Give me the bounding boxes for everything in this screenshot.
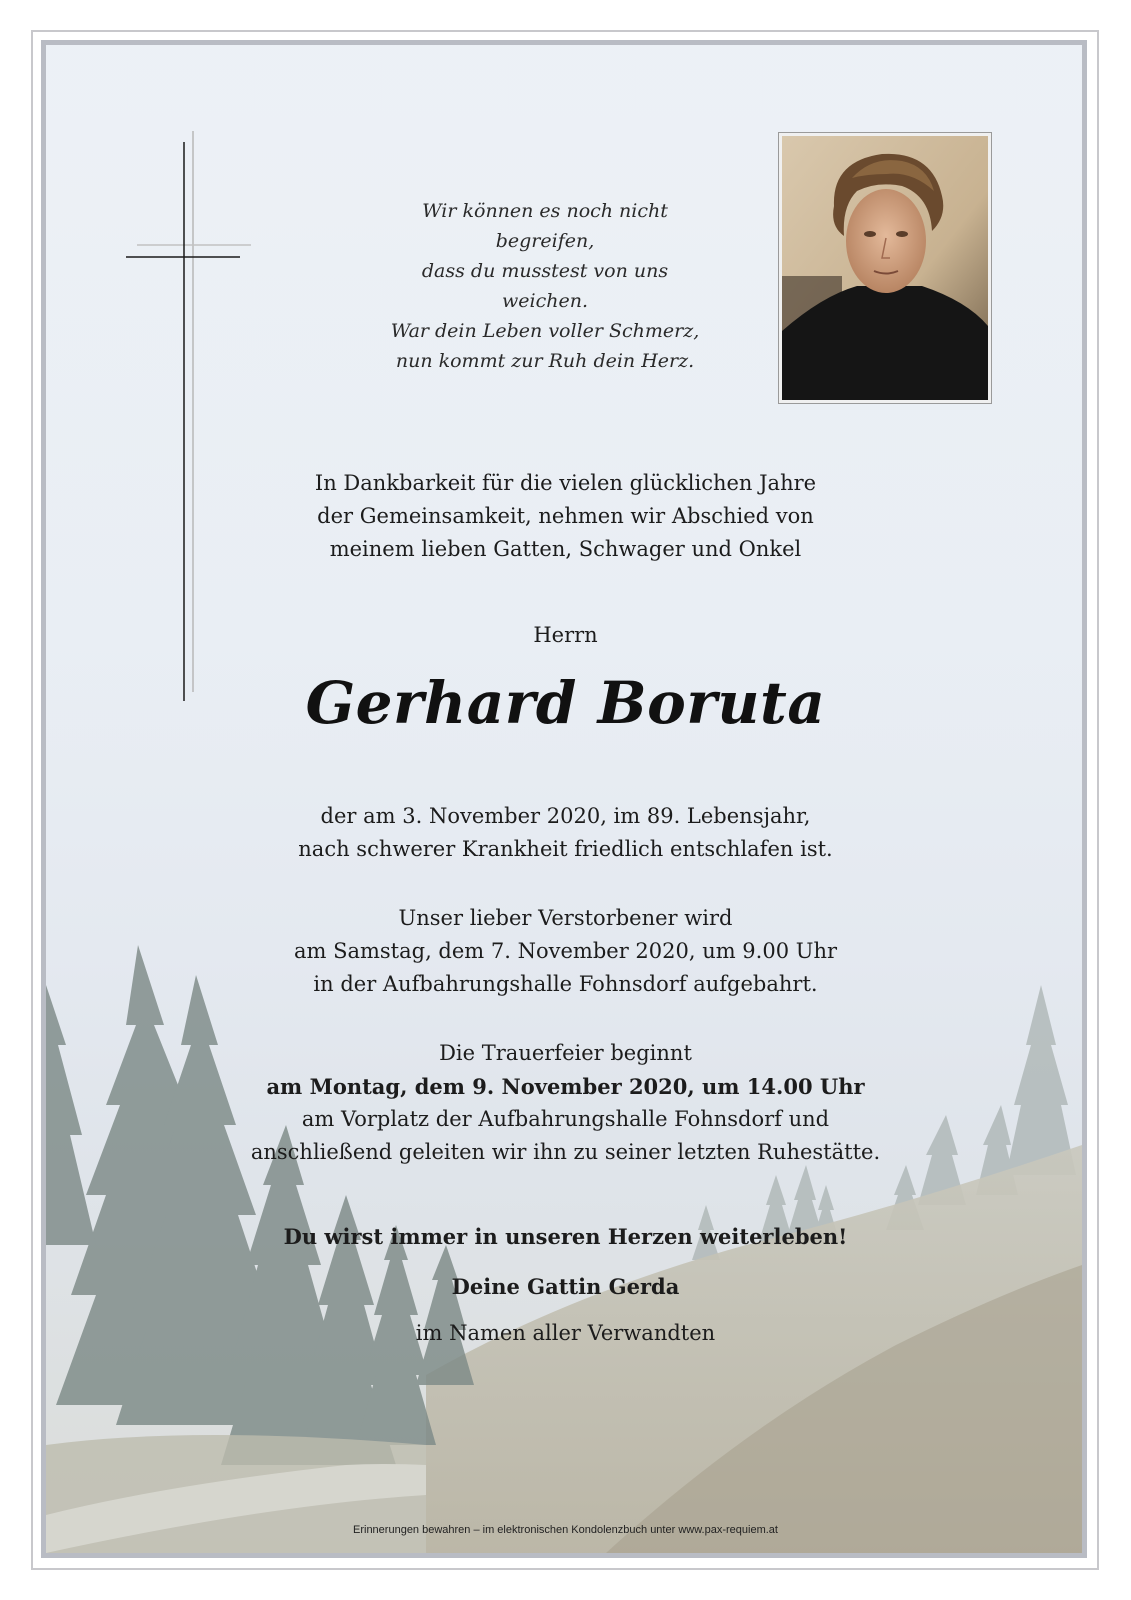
poem-line: nun kommt zur Ruh dein Herz. — [395, 350, 695, 372]
poem-line: dass du musstest von uns weichen. — [421, 260, 669, 312]
ceremony-notice — [0, 1037, 1131, 1169]
ceremony-line: am Vorplatz der Aufbahrungshalle Fohnsdorf und — [301, 1107, 830, 1131]
poem-line: Wir können es noch nicht begreifen, — [422, 200, 668, 252]
portrait-photo — [778, 132, 992, 404]
signoff: Deine Gattin Gerda — [451, 1274, 680, 1299]
viewing-line: Unser lieber Verstorbener wird — [398, 906, 733, 930]
salutation: Herrn — [533, 623, 598, 647]
ceremony-date: am Montag, dem 9. November 2020, um 14.00 Uhr — [266, 1074, 865, 1099]
viewing-line: am Samstag, dem 7. November 2020, um 9.00 Uhr — [293, 939, 838, 963]
poem-verse — [380, 196, 710, 376]
death-notice — [0, 800, 1131, 866]
poem-line: War dein Leben voller Schmerz, — [390, 320, 700, 342]
relatives-line: im Namen aller Verwandten — [415, 1321, 716, 1345]
intro-line: In Dankbarkeit für die vielen glücklichen Jahre — [314, 471, 817, 495]
viewing-line: in der Aufbahrungshalle Fohnsdorf aufgebahrt. — [313, 972, 818, 996]
memorial-motto: Du wirst immer in unseren Herzen weiterleben! — [283, 1224, 848, 1249]
ceremony-line: Die Trauerfeier beginnt — [439, 1041, 692, 1065]
death-line: nach schwerer Krankheit friedlich entschlafen ist. — [298, 837, 833, 861]
footer-note: Erinnerungen bewahren – im elektronischen Kondolenzbuch unter www.pax-requiem.at — [353, 1524, 778, 1536]
viewing-notice — [0, 902, 1131, 1001]
intro-paragraph — [0, 467, 1131, 566]
intro-line: meinem lieben Gatten, Schwager und Onkel — [329, 537, 802, 561]
deceased-name: Gerhard Boruta — [305, 669, 826, 737]
portrait-image — [782, 136, 988, 400]
intro-line: der Gemeinsamkeit, nehmen wir Abschied von — [317, 504, 814, 528]
ceremony-line: anschließend geleiten wir ihn zu seiner letzten Ruhestätte. — [250, 1140, 881, 1164]
death-line: der am 3. November 2020, im 89. Lebensjahr, — [320, 804, 811, 828]
